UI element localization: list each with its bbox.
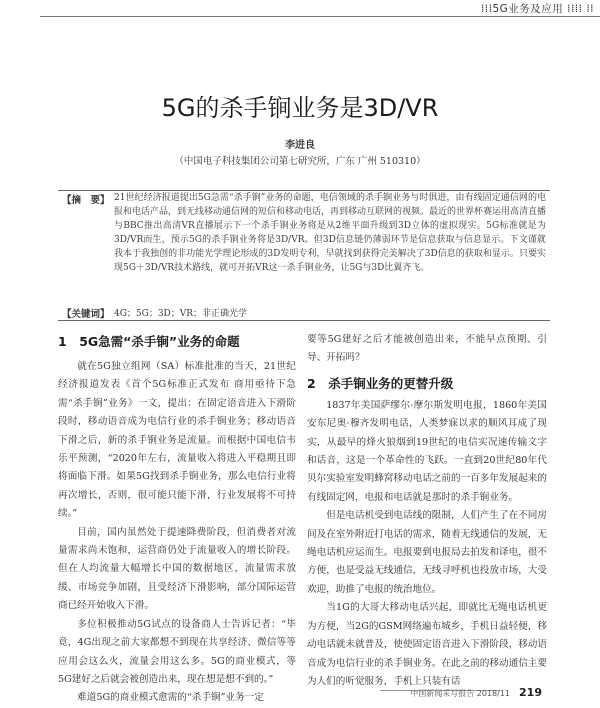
- section-1-paragraph-2: 目前，国内虽然处于提速降费阶段，但消费者对流量需求尚未饱和，运营商仍处于流量收入的增长阶段。但在人均流量大幅增长中国的数据地区，流量需求放缓、市场竞争加剧，且受经济下滑影响，部分国际运营商已经开始收入下滑。: [58, 526, 296, 612]
- article-title: 5G的杀手锏业务是3D/VR: [161, 94, 439, 122]
- left-column: [58, 332, 296, 708]
- footer-journal: 中国新闻采写报告 2018/11: [410, 689, 510, 698]
- section-2-heading: 2 杀手锏业务的更替升级: [307, 375, 454, 391]
- section-2-paragraph-2: 但是电话机受到电话线的限制，人们产生了在不同房间及在室外附近打电话的需求，随着无线通信的发展，无绳电话机应运而生。电报要到电报局去拍发和译电，很不方便，也是受益无线通信，无线寻呼机也投放市场，大受欢迎，助推了电报的统治地位。: [307, 510, 547, 595]
- section-1-paragraph-1: 就在5G独立组网（SA）标准批准的当天，21世纪经济报道发表《首个5G标准正式发布 商用亟待下急需“杀手锏”业务》一文，提出：在固定语音进入下滑阶段时，移动语音成为电信行业的杀手锏业务；移动语音下滑之后，新的杀手锏业务是流量。而根据中国电信韦乐平预测，“2020年左右，流量收入将进入平稳期且即将面临下滑。如果5G找到杀手锏业务，那么电信行业将再次增长，否则，很可能只能下滑，行业发展将不可持续。”: [58, 361, 296, 520]
- column-header-tag: ⁞⁞⁞5G业务及应用 ⁞⁞⁞⁞ ⁞⁞: [480, 3, 594, 15]
- section-1-paragraph-3: 多位积极推动5G试点的设备商人士告诉记者：“毕竟，4G出现之前大家都想不到现在共享经济、微信等等应用会这么火，流量会用这么多。5G的商业模式，等5G建好之后就会被创造出来，现在想是想不到的。”: [58, 618, 296, 685]
- section-1-paragraph-continued: 要等5G建好之后才能被创造出来，不能早点预期、引导、开拓吗？: [307, 334, 547, 364]
- right-column: [307, 331, 547, 691]
- header-divider: [40, 16, 600, 17]
- author-name: 李进良: [285, 140, 315, 151]
- section-2-paragraph-1: 1837年美国萨缪尔·摩尔斯发明电报，1860年美国安东尼奥·穆齐发明电话，人类梦寐以求的顺风耳成了现实，从最早的烽火狼烟到19世纪的电信实况速传输文字和话音，这是一个革命性的飞跃。一直到20世纪80年代贝尔实验室发明蜂窝移动电话之前的一百多年发展起来的有线固定网，电报和电话就是那时的杀手锏业务。: [307, 399, 547, 503]
- author-affiliation: （中国电子科技集团公司第七研究所，广东 广州 510310）: [174, 156, 426, 167]
- page-number: 219: [519, 686, 542, 699]
- section-1-paragraph-4: 难道5G的商业模式愈需的“杀手锏”业务一定: [77, 692, 264, 704]
- keywords-label: 【关键词】: [62, 309, 110, 320]
- abstract-label: 【摘 要】: [62, 195, 110, 206]
- abstract-text: 21世纪经济报道提出5G急需“杀手锏”业务的命题，电信领域的杀手锏业务与时俱进，由有线固定通信网的电报和电话产品，到无线移动通信网的短信和移动电话，再到移动互联网的视频。最近的世界杯赛运用高清直播与BBC推出高清VR直播展示下一个杀手锏业务将是从2维平面升级到3D立体的虚拟现实。5G标准就是为3D/VR而生，预示5G的杀手锏业务将是3D/VR。但3D信息链仍薄弱环节是信息获取与信息显示。下文谨就我本于我独创的非功能光学理论形成的3D发明专利，早就找到获得完美解决了3D信息的获取和显示。只要实现5G＋3D/VR技术路线，就可开拓VR这一杀手锏业务，让5G与3D比翼齐飞。: [114, 193, 547, 274]
- section-2-paragraph-3: 当1G的大哥大移动电话兴起，即就比无绳电话机更为方便，当2G的GSM网络遍布城乡，手机日益轻便，移动电话就未就普及，使使固定语音进入下滑阶段，移动语音成为电信行业的杀手锏业务。在此之前的移动通信主要为人们的听觉服务，手机上只装有话: [307, 602, 547, 687]
- keywords-text: 4G；5G；3D；VR；非正确光学: [114, 309, 248, 319]
- abstract-bottom-rule: [58, 320, 550, 321]
- section-1-heading: 1 5G急需“杀手锏”业务的命题: [58, 334, 240, 349]
